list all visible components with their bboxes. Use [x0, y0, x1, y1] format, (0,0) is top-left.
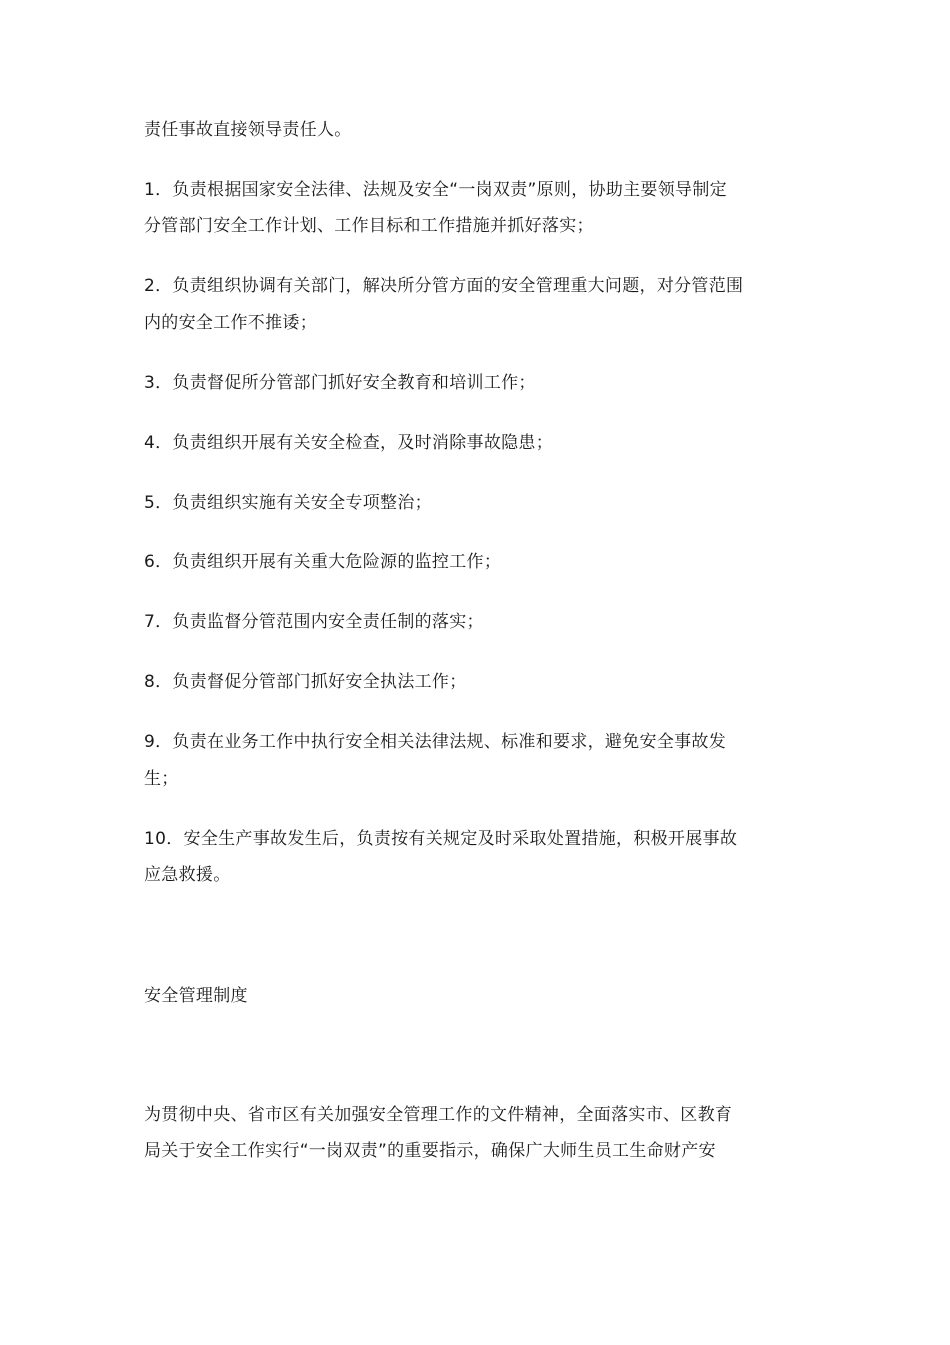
list-item-8: 8．负责督促分管部门抓好安全执法工作； [144, 672, 467, 692]
list-item-9-line-1: 9．负责在业务工作中执行安全相关法律法规、标准和要求，避免安全事故发 [144, 732, 727, 752]
list-item-4: 4．负责组织开展有关安全检查，及时消除事故隐患； [144, 433, 554, 453]
list-item-2-line-2: 内的安全工作不推诿； [144, 313, 317, 333]
section-title: 安全管理制度 [144, 986, 248, 1006]
list-item-7: 7．负责监督分管范围内安全责任制的落实； [144, 612, 484, 632]
list-item-2-line-1: 2．负责组织协调有关部门，解决所分管方面的安全管理重大问题，对分管范围 [144, 276, 744, 296]
list-item-1-line-1: 1．负责根据国家安全法律、法规及安全“一岗双责”原则，协助主要领导制定 [144, 180, 727, 200]
closing-paragraph-line-1: 为贯彻中央、省市区有关加强安全管理工作的文件精神，全面落实市、区教育 [144, 1105, 733, 1125]
list-item-5: 5．负责组织实施有关安全专项整治； [144, 493, 432, 513]
intro-line: 责任事故直接领导责任人。 [144, 120, 352, 140]
list-item-9-line-2: 生； [144, 769, 179, 789]
list-item-10-line-1: 10．安全生产事故发生后，负责按有关规定及时采取处置措施，积极开展事故 [144, 829, 738, 849]
list-item-10-line-2: 应急救援。 [144, 865, 231, 885]
list-item-6: 6．负责组织开展有关重大危险源的监控工作； [144, 552, 502, 572]
list-item-1-line-2: 分管部门安全工作计划、工作目标和工作措施并抓好落实； [144, 216, 594, 236]
list-item-3: 3．负责督促所分管部门抓好安全教育和培训工作； [144, 373, 536, 393]
closing-paragraph-line-2: 局关于安全工作实行“一岗双责”的重要指示，确保广大师生员工生命财产安 [144, 1141, 716, 1161]
